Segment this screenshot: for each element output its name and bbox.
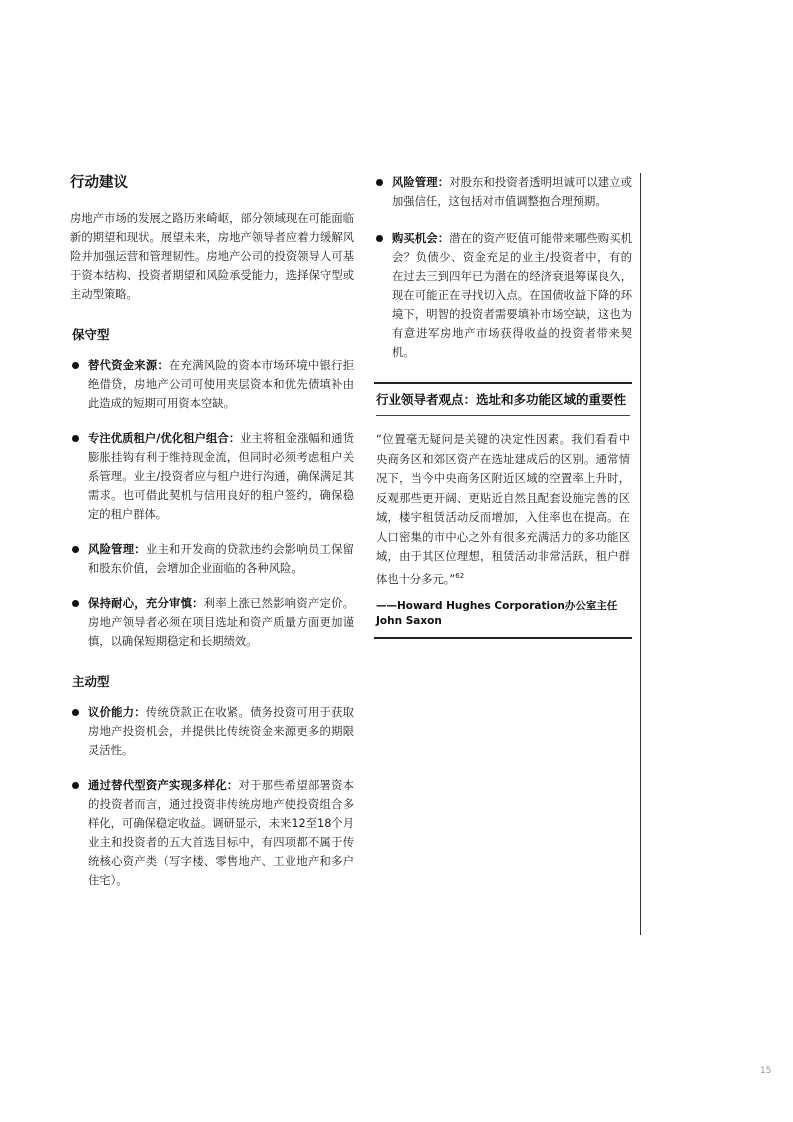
bullet-icon (72, 435, 79, 442)
list-item (70, 540, 354, 578)
item-label: 风险管理： (392, 176, 450, 189)
quote-box (374, 382, 632, 639)
conservative-heading: 保守型 (72, 327, 110, 342)
item-label: 风险管理： (88, 543, 146, 556)
list-item (70, 776, 354, 890)
quote-text (376, 430, 630, 589)
item-text: 在充满风险的资本市场环境中银行拒绝借贷，房地产公司可使用夹层资本和优先债填补由此造成的短期可用资本空缺。 (88, 359, 354, 410)
item-text: 传统贷款正在收紧。债务投资可用于获取房地产投资机会，并提供比传统资金来源更多的期限灵活性。 (88, 706, 354, 757)
quote-body: “位置毫无疑问是关键的决定性因素。我们看看中央商务区和郊区资产在选址建成后的区别。通常情况下，当今中央商务区附近区域的空置率上升时，反观那些更开阔、更贴近自然且配套设施完善的区域，楼宇租赁活动反而增加，入住率也在提高。在人口密集的市中心之外有很多充满活力的多功能区域，由于其区位理想，租赁活动非常活跃，租户群体也十分多元。” (376, 433, 630, 586)
page-number: 15 (760, 1066, 772, 1076)
right-list (374, 173, 632, 362)
list-item (374, 173, 632, 211)
left-column (70, 173, 354, 906)
conservative-list (70, 356, 354, 651)
bullet-icon (72, 546, 79, 553)
item-label: 通过替代型资产实现多样化： (88, 779, 239, 792)
bullet-icon (72, 709, 79, 716)
item-label: 替代资金来源： (88, 359, 170, 372)
item-text: 业主将租金涨幅和通货膨胀挂钩有利于维持现金流，但同时必须考虑租户关系管理。业主/投资者应与租户进行沟通，确保满足其需求。也可借此契机与信用良好的租户签约，确保稳定的租户群体。 (88, 432, 354, 521)
attribution-name: John Saxon (376, 614, 442, 627)
quote-divider (376, 415, 630, 416)
item-text: 业主和开发商的贷款违约会影响员工保留和股东价值，会增加企业面临的各种风险。 (88, 543, 354, 575)
list-item (70, 703, 354, 760)
list-item (70, 356, 354, 413)
item-label: 保持耐心，充分审慎： (88, 597, 204, 610)
attribution (376, 599, 630, 629)
bullet-icon (72, 600, 79, 607)
bullet-icon (72, 362, 79, 369)
item-label: 专注优质租户/优化租户组合： (88, 432, 241, 445)
item-text: 潜在的资产贬值可能带来哪些购买机会？负债少、资金充足的业主/投资者中，有的在过去三到四年已为潜在的经济衰退筹谋良久，现在可能正在寻找切入点。在国债收益下降的环境下，明智的投资者需要填补市场空缺，这也为有意进军房地产市场获得收益的投资者带来契机。 (392, 232, 632, 359)
right-column (374, 173, 632, 639)
list-item (70, 429, 354, 524)
vertical-divider (640, 173, 641, 935)
section-title: 行动建议 (70, 175, 128, 191)
list-item (374, 229, 632, 362)
item-label: 购买机会： (392, 232, 450, 245)
intro-paragraph: 房地产市场的发展之路历来崎岖，部分领域现在可能面临新的期望和现状。展望未来，房地产领导者应着力缓解风险并加强运营和管理韧性。房地产公司的投资领导人可基于资本结构、投资者期望和风险承受能力，选择保守型或主动型策略。 (70, 212, 354, 301)
bullet-icon (376, 179, 383, 186)
bullet-icon (72, 782, 79, 789)
item-text: 对股东和投资者透明坦诚可以建立或加强信任，这包括对市值调整抱合理预期。 (392, 176, 632, 208)
item-text: 利率上涨已然影响资产定价。房地产领导者必须在项目选址和资产质量方面更加谨慎，以确保短期稳定和长期绩效。 (88, 597, 354, 648)
quote-title: 行业领导者观点：选址和多功能区域的重要性 (376, 392, 627, 407)
item-label: 议价能力： (88, 706, 146, 719)
attribution-role: ——Howard Hughes Corporation办公室主任 (376, 599, 618, 612)
list-item (70, 594, 354, 651)
active-heading: 主动型 (72, 674, 110, 689)
footnote-ref: 62 (455, 571, 465, 580)
active-list (70, 703, 354, 890)
item-text: 对于那些希望部署资本的投资者而言，通过投资非传统房地产使投资组合多样化，可确保稳定收益。调研显示，未来12至18个月业主和投资者的五大首选目标中，有四项都不属于传统核心资产类（写字楼、零售地产、工业地产和多户住宅）。 (88, 779, 354, 887)
bullet-icon (376, 235, 383, 242)
